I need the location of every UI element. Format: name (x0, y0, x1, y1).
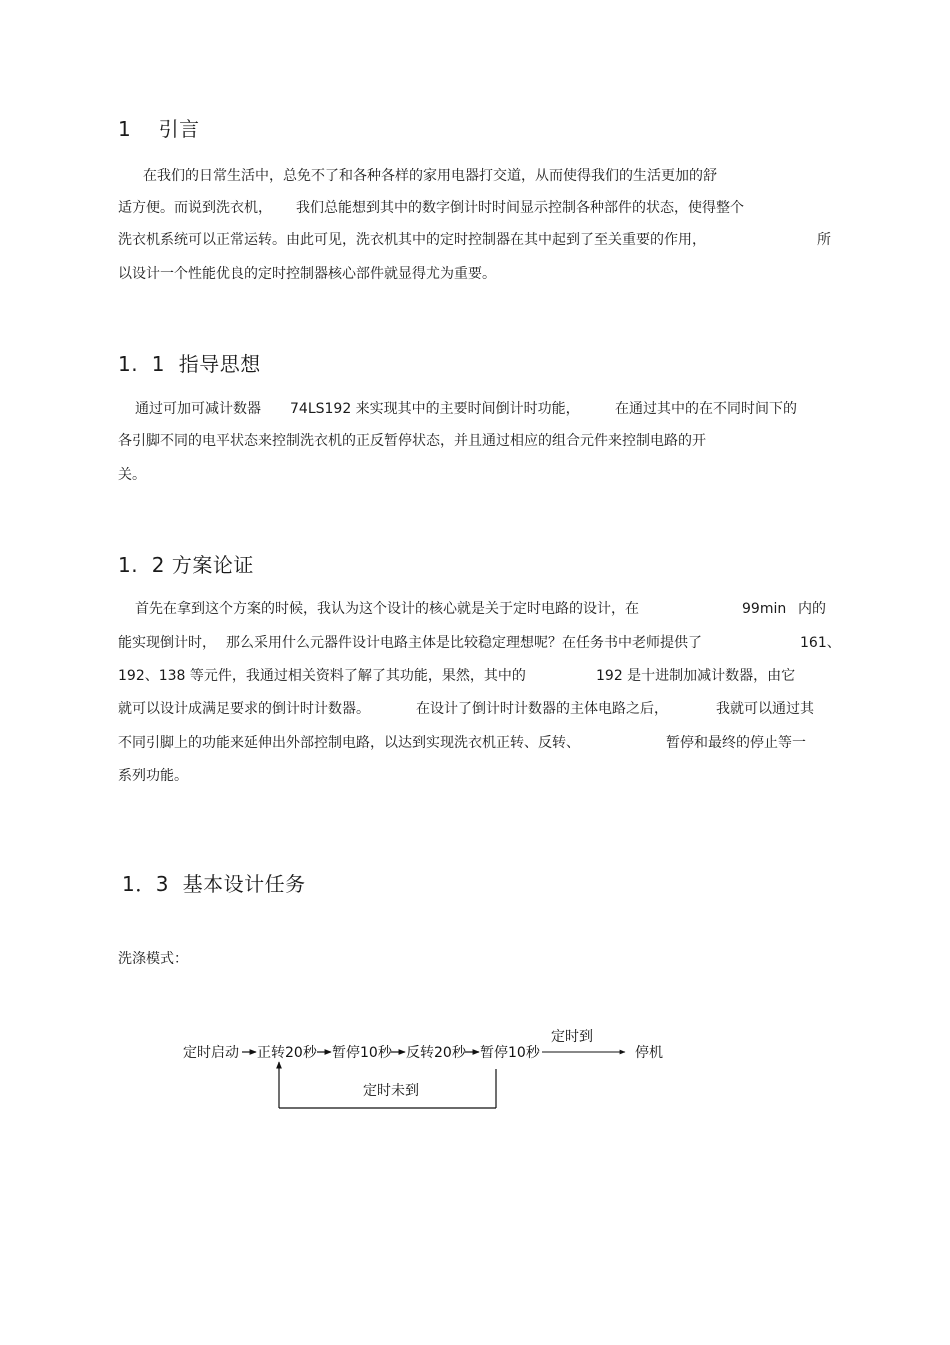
step-pause-1: 暂停10秒 (332, 1045, 392, 1061)
scheme-line-2b: 那么采用什么元器件设计电路主体是比较稳定理想呢？在任务书中老师提供了 (226, 635, 702, 651)
intro-line-3b: 所 (817, 232, 831, 248)
scheme-line-2c: 161、 (800, 635, 841, 651)
timer-reached-label: 定时到 (551, 1029, 593, 1045)
step-pause-2: 暂停10秒 (480, 1045, 540, 1061)
section-heading-intro: 1 引言 (118, 117, 200, 141)
scheme-line-5a: 不同引脚上的功能来延伸出外部控制电路，以达到实现洗衣机正转、反转、 (118, 735, 580, 751)
intro-line-2b: 我们总能想到其中的数字倒计时时间显示控制各种部件的状态，使得整个 (296, 200, 744, 216)
wash-mode-label: 洗涤模式： (118, 951, 188, 967)
section-heading-task: 1．3 基本设计任务 (122, 872, 306, 896)
intro-line-4: 以设计一个性能优良的定时控制器核心部件就显得尤为重要。 (118, 266, 496, 282)
scheme-line-6: 系列功能。 (118, 768, 188, 784)
scheme-line-1c: 内的 (798, 601, 826, 617)
guide-line-2: 各引脚不同的电平状态来控制洗衣机的正反暂停状态，并且通过相应的组合元件来控制电路的开 (118, 433, 706, 449)
guide-line-1b: 74LS192 来实现其中的主要时间倒计时功能， (290, 401, 580, 417)
intro-line-2a: 适方便。而说到洗衣机， (118, 200, 272, 216)
guide-line-1c: 在通过其中的在不同时间下的 (615, 401, 797, 417)
step-stop: 停机 (635, 1045, 663, 1061)
scheme-line-1a: 首先在拿到这个方案的时候，我认为这个设计的核心就是关于定时电路的设计，在 (135, 601, 639, 617)
guide-line-3: 关。 (118, 467, 146, 483)
scheme-line-4c: 我就可以通过其 (716, 701, 814, 717)
wash-mode-flow-diagram (170, 1015, 690, 1125)
scheme-line-5b: 暂停和最终的停止等一 (666, 735, 806, 751)
scheme-line-1b: 99min (742, 601, 787, 617)
timer-not-reached-label: 定时未到 (363, 1083, 419, 1099)
scheme-line-4b: 在设计了倒计时计数器的主体电路之后， (416, 701, 668, 717)
step-forward: 正转20秒 (257, 1045, 317, 1061)
scheme-line-3a: 192、138 等元件，我通过相关资料了解了其功能，果然，其中的 (118, 668, 526, 684)
intro-line-3a: 洗衣机系统可以正常运转。由此可见，洗衣机其中的定时控制器在其中起到了至关重要的作用， (118, 232, 706, 248)
scheme-line-4a: 就可以设计成满足要求的倒计时计数器。 (118, 701, 370, 717)
scheme-line-3b: 192 是十进制加减计数器，由它 (596, 668, 796, 684)
section-heading-scheme: 1. 2 方案论证 (118, 553, 254, 577)
intro-line-1: 在我们的日常生活中，总免不了和各种各样的家用电器打交道，从而使得我们的生活更加的舒 (143, 168, 717, 184)
step-start: 定时启动 (183, 1045, 239, 1061)
step-reverse: 反转20秒 (406, 1045, 466, 1061)
scheme-line-2a: 能实现倒计时， (118, 635, 216, 651)
guide-line-1a: 通过可加可减计数器 (135, 401, 261, 417)
section-heading-guide: 1. 1 指导思想 (118, 352, 261, 376)
